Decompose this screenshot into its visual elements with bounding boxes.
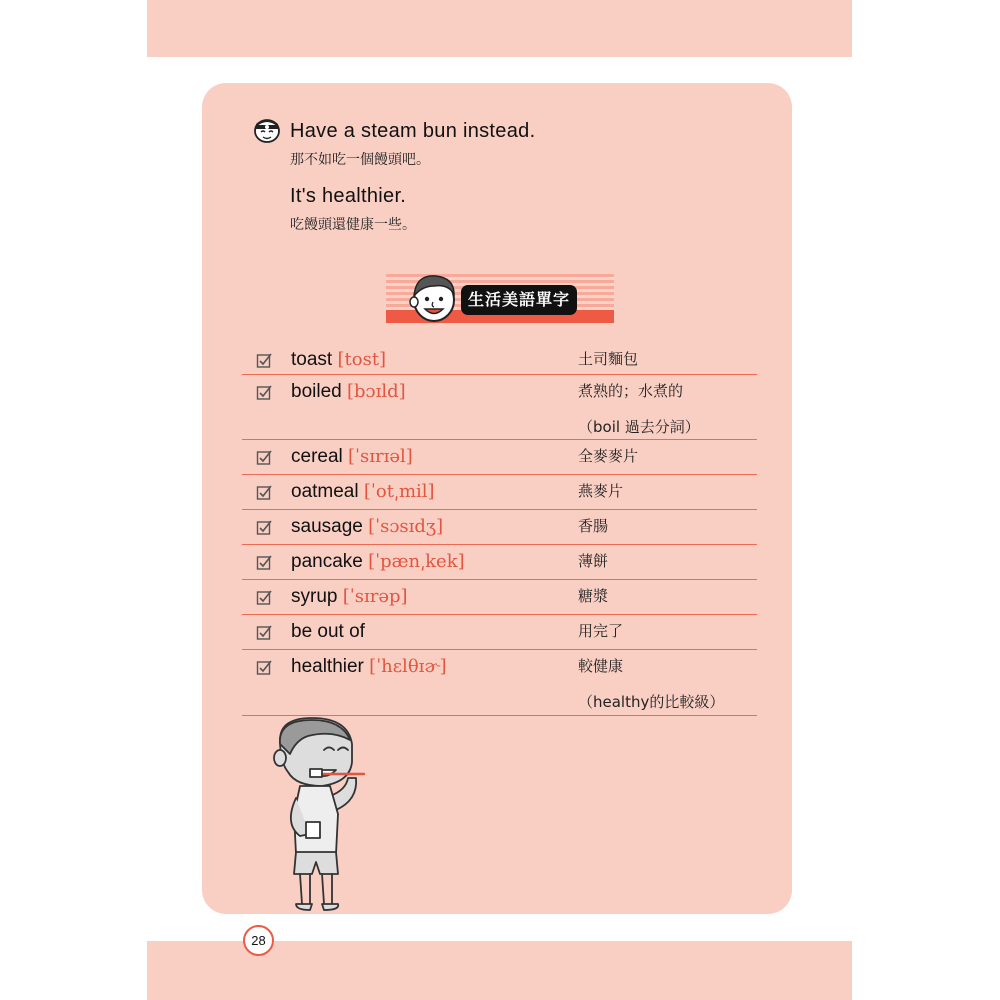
vocab-word bbox=[291, 656, 447, 678]
vocab-meaning-line: 用完了 bbox=[578, 622, 624, 640]
vocab-word bbox=[291, 446, 413, 468]
vocab-ipa: [ˈsɪrəp] bbox=[342, 586, 408, 607]
vocab-term: cereal bbox=[291, 446, 343, 467]
vocab-meaning bbox=[578, 587, 608, 617]
vocab-word bbox=[291, 381, 406, 403]
vocab-row bbox=[242, 580, 757, 615]
checkbox-checked-icon bbox=[256, 554, 274, 572]
vocab-ipa: [tost] bbox=[337, 349, 387, 370]
vocab-ipa: [bɔɪld] bbox=[347, 381, 406, 402]
vocab-word bbox=[291, 621, 365, 643]
vocab-ipa: [ˈsɪrɪəl] bbox=[348, 446, 413, 467]
vocab-ipa: [ˈot͵mil] bbox=[363, 481, 435, 502]
checkbox-checked-icon bbox=[256, 519, 274, 537]
vocab-meaning-line: 燕麥片 bbox=[578, 482, 624, 500]
vocab-meaning bbox=[578, 447, 638, 477]
vocab-word bbox=[291, 516, 443, 538]
vocab-row bbox=[242, 343, 757, 375]
section-title: 生活美語單字 bbox=[461, 285, 577, 315]
section-banner bbox=[386, 270, 614, 324]
vocab-meaning bbox=[578, 382, 700, 443]
vocab-ipa: [ˈpæn͵kek] bbox=[368, 551, 465, 572]
vocab-word bbox=[291, 586, 408, 608]
vocab-meaning-line: 香腸 bbox=[578, 517, 609, 535]
vocab-meaning-line: （boil 過去分詞） bbox=[578, 418, 700, 436]
vocab-meaning-line: 薄餅 bbox=[578, 552, 609, 570]
vocab-term: syrup bbox=[291, 586, 338, 607]
vocab-row bbox=[242, 650, 757, 716]
page-number: 28 bbox=[243, 925, 274, 956]
vocab-meaning bbox=[578, 657, 724, 718]
vocab-meaning-line: （healthy的比較級） bbox=[578, 693, 725, 711]
dialogue-english: Have a steam bun instead. bbox=[290, 120, 536, 142]
checkbox-checked-icon bbox=[256, 352, 274, 370]
vocab-ipa: [ˈhɛlθɪɚ] bbox=[369, 656, 447, 677]
vocab-word bbox=[291, 551, 465, 573]
vocab-term: sausage bbox=[291, 516, 363, 537]
top-band bbox=[147, 0, 852, 57]
vocab-term: oatmeal bbox=[291, 481, 359, 502]
dialogue-line-1 bbox=[290, 120, 535, 169]
boy-brushing-teeth-illustration bbox=[266, 714, 370, 914]
dialogue-english: It's healthier. bbox=[290, 185, 407, 207]
vocabulary-list bbox=[242, 343, 757, 716]
checkbox-checked-icon bbox=[256, 384, 274, 402]
vocab-ipa: [ˈsɔsɪdʒ] bbox=[368, 516, 444, 537]
vocab-meaning-line: 糖漿 bbox=[578, 587, 609, 605]
vocab-term: toast bbox=[291, 349, 333, 370]
smiling-boy-icon bbox=[404, 270, 464, 326]
checkbox-checked-icon bbox=[256, 589, 274, 607]
checkbox-checked-icon bbox=[256, 449, 274, 467]
vocab-row bbox=[242, 440, 757, 475]
boy-face-icon bbox=[252, 116, 282, 144]
vocab-word bbox=[291, 481, 435, 503]
vocab-row bbox=[242, 615, 757, 650]
vocab-meaning bbox=[578, 517, 608, 547]
checkbox-checked-icon bbox=[256, 659, 274, 677]
vocab-meaning-line: 全麥麥片 bbox=[578, 447, 639, 465]
checkbox-checked-icon bbox=[256, 624, 274, 642]
vocab-meaning bbox=[578, 552, 608, 582]
vocab-meaning-line: 煮熟的；水煮的 bbox=[578, 382, 684, 400]
dialogue-chinese: 吃饅頭還健康一些。 bbox=[290, 217, 416, 233]
vocab-term: be out of bbox=[291, 621, 365, 642]
vocab-word bbox=[291, 349, 386, 371]
vocab-row bbox=[242, 375, 757, 440]
vocab-meaning bbox=[578, 622, 623, 652]
dialogue-line-2 bbox=[290, 185, 416, 234]
dialogue-chinese: 那不如吃一個饅頭吧。 bbox=[290, 152, 430, 168]
vocab-term: healthier bbox=[291, 656, 364, 677]
vocab-meaning-line: 較健康 bbox=[578, 657, 624, 675]
vocab-row bbox=[242, 545, 757, 580]
checkbox-checked-icon bbox=[256, 484, 274, 502]
vocab-term: pancake bbox=[291, 551, 363, 572]
vocab-term: boiled bbox=[291, 381, 342, 402]
vocab-meaning-line: 土司麵包 bbox=[578, 350, 639, 368]
vocab-row bbox=[242, 475, 757, 510]
vocab-row bbox=[242, 510, 757, 545]
vocab-meaning bbox=[578, 482, 623, 512]
